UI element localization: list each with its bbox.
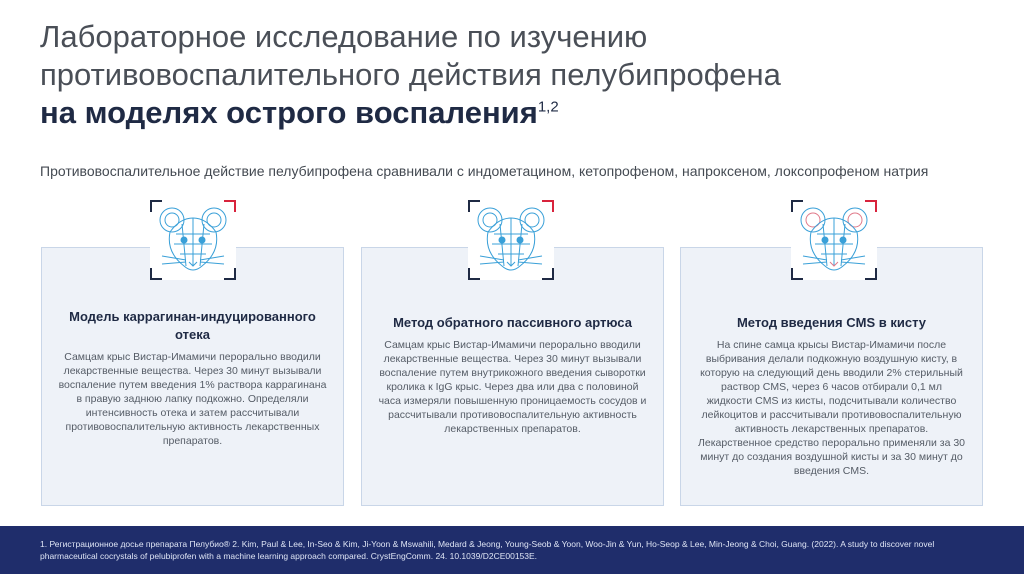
rat-icon xyxy=(474,204,548,276)
card-title: Метод обратного пассивного артюса xyxy=(393,315,632,330)
card-text: Самцам крыс Вистар-Имамичи перорально вводили лекарственные вещества. Через 30 минут вызывали воспаление путем введения 1% раствора каррагинана в правую заднюю лапку подкожно. Определяли интенсивность отека и затем рассчитывали противовоспалительную активность лекарственных препаратов. xyxy=(58,351,327,447)
card-text: На спине самца крысы Вистар-Имамичи после выбривания делали подкожную воздушную кисту, в которую на следующий день вводили 2% стерильный раствор CMS, через 6 часов отбирали 0,1 мл жидкости CMS из кисты, подсчитывали количество лейкоцитов и рассчитывали противовоспалительную активность лекарственных препаратов. Лекарственное средство перорально применяли за 30 минут до создания воздушной кисты и за 30 минут до введения CMS. xyxy=(697,339,966,477)
title-line-3-text: на моделях острого воспаления xyxy=(40,95,538,130)
card-title: Метод введения CMS в кисту xyxy=(736,315,927,330)
title-line-3 xyxy=(40,94,940,132)
reference-text: 1. Регистрационное досье препарата Пелубио® 2. Kim, Paul & Lee, In-Seo & Kim, Ji-Yoon & Mswahili, Medard & Jeong, Young-Seob & Yoon, Woo-Jin & Yun, Ho-Seop & Lee, Min-Jeong & Choi, Guang. (2022). A study to discover novel pharmaceutical cocrystals of pelubiprofen with a machine learning approach compared. CrystEngComm. 24. 10.1039/D2CE00153E. xyxy=(40,539,935,561)
card-cms xyxy=(680,247,983,506)
rat-icon-frame-3 xyxy=(791,200,877,280)
rat-icon-frame-1 xyxy=(150,200,236,280)
title-line-1: Лабораторное исследование по изучению xyxy=(40,19,648,54)
title-superscript: 1,2 xyxy=(537,98,559,116)
page-title xyxy=(40,18,940,132)
card-text: Самцам крыс Вистар-Имамичи перорально вводили лекарственные вещества. Через 30 минут вызывали воспаление путем внутрикожного введения сыворотки кролика к IgG крыс. Через два или два с половиной часа измеряли повышенную проницаемость сосудов и рассчитывали противовоспалительную активность лекарственных препаратов. xyxy=(378,339,647,435)
card-carrageenan xyxy=(41,247,344,506)
rat-icon-frame-2 xyxy=(468,200,554,280)
footer-references xyxy=(0,526,1024,574)
rat-icon xyxy=(797,204,871,276)
card-arthus xyxy=(361,247,664,506)
card-title: Модель каррагинан-индуцированного отека xyxy=(69,309,316,342)
subtitle: Противовоспалительное действие пелубипрофена сравнивали с индометацином, кетопрофеном, напроксеном, локсопрофеном натрия xyxy=(40,163,929,179)
rat-icon xyxy=(156,204,230,276)
title-line-2: противовоспалительного действия пелубипрофена xyxy=(40,57,781,92)
